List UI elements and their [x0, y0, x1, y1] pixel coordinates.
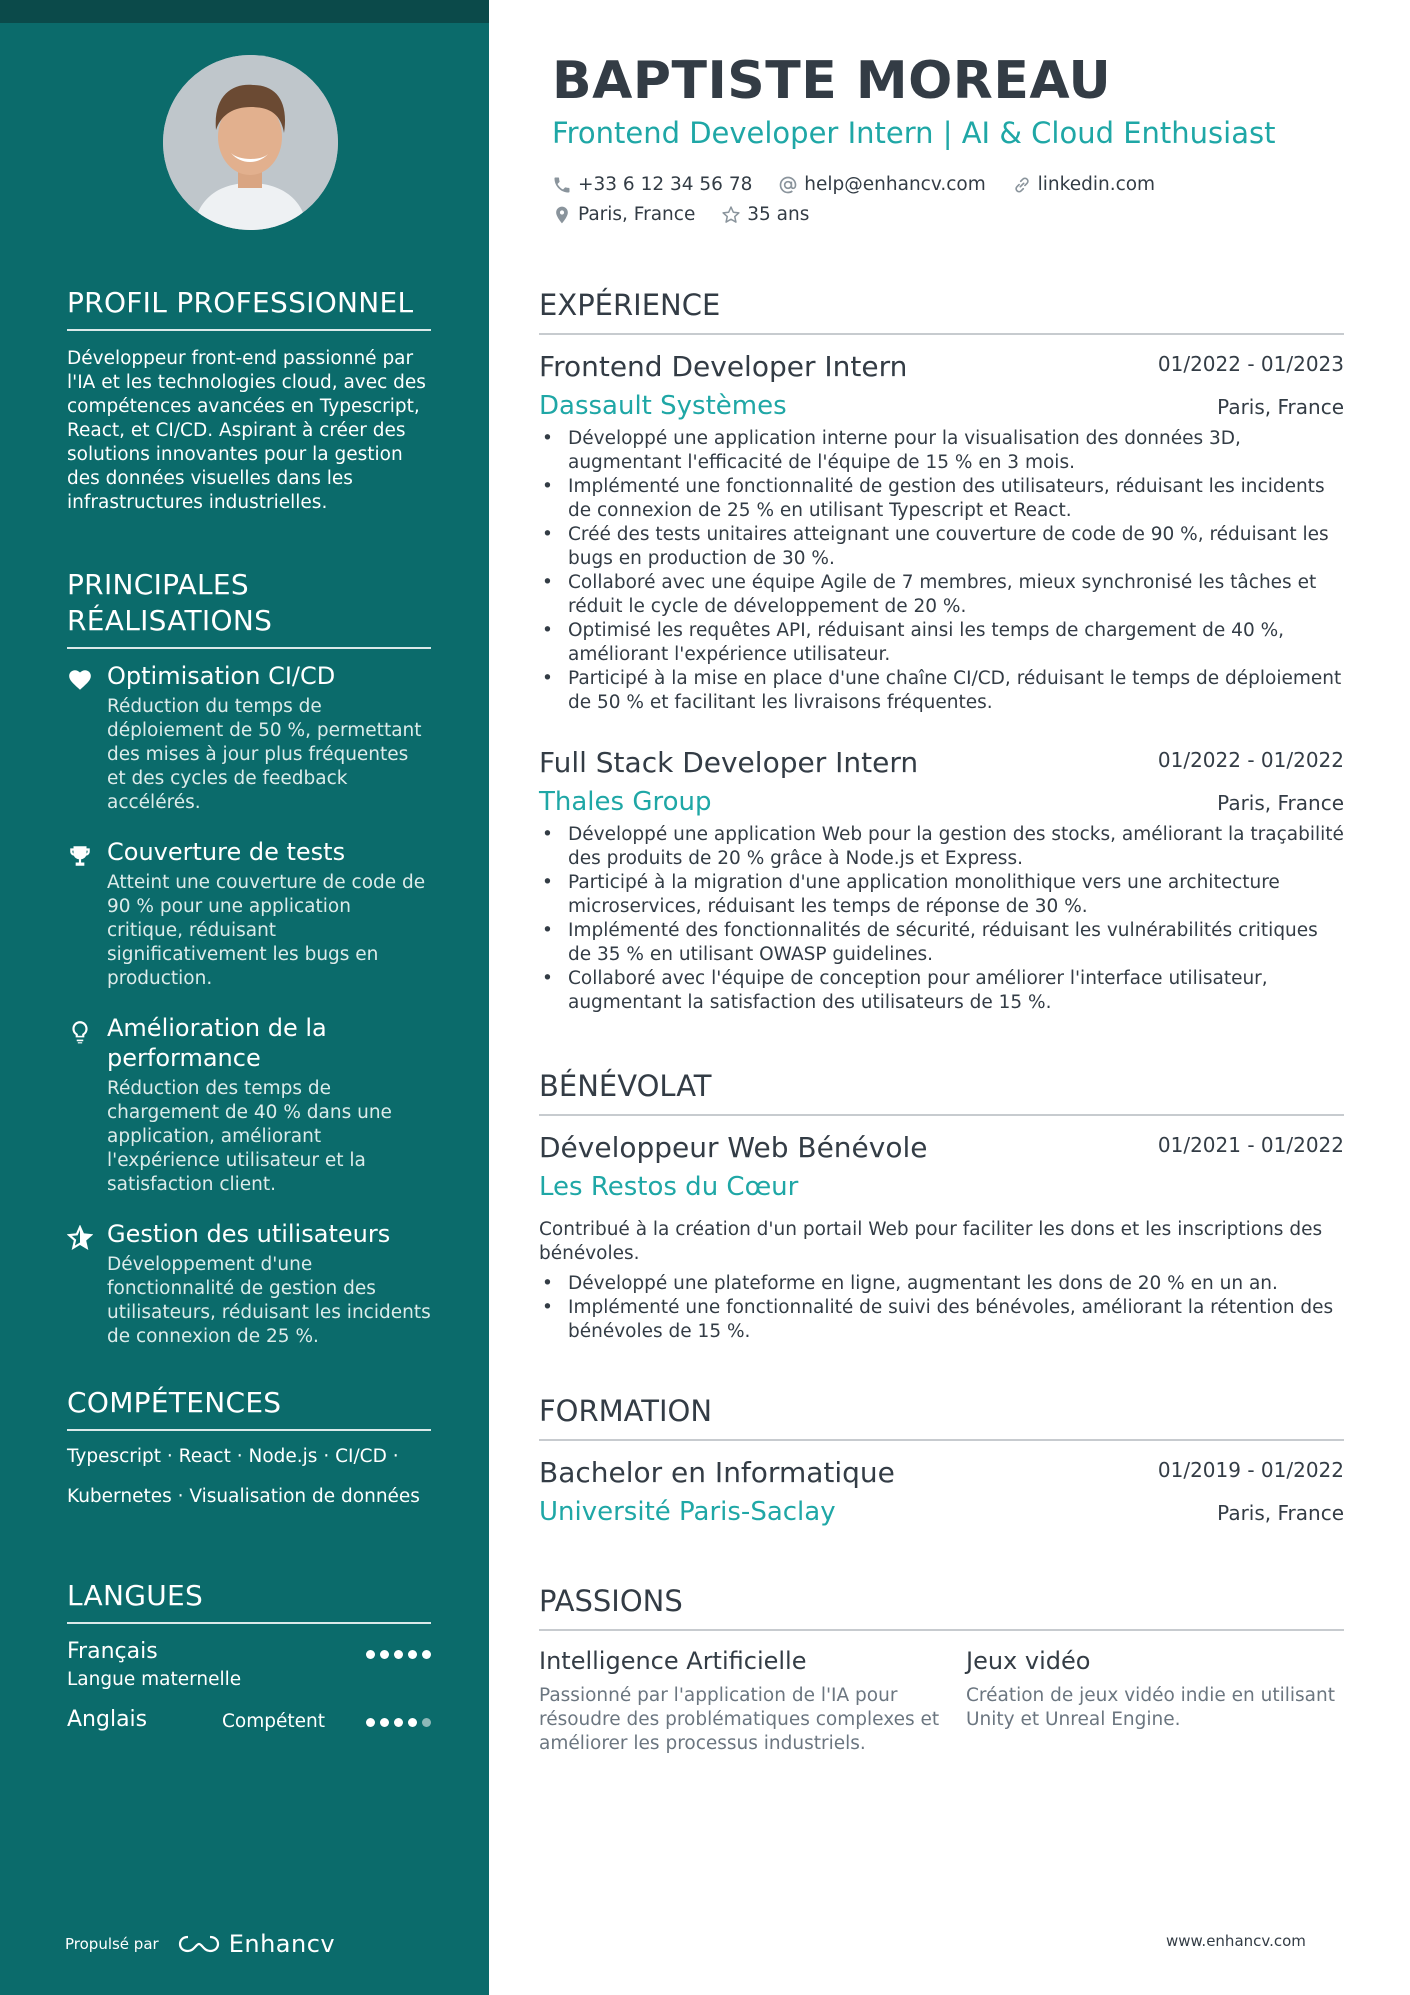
powered-by-label: Propulsé par [65, 1935, 159, 1953]
volunteer-title: BÉNÉVOLAT [539, 1068, 1344, 1116]
location-text: Paris, France [578, 204, 696, 225]
sidebar-top-bar [0, 0, 489, 23]
language-level: Compétent [222, 1711, 325, 1732]
passion-title: Intelligence Artificielle [539, 1647, 807, 1675]
achievement-title: Amélioration de la performance [107, 1014, 327, 1072]
skills-title: COMPÉTENCES [67, 1385, 431, 1431]
entry-company: Dassault Systèmes [539, 391, 787, 421]
passion-title: Jeux vidéo [966, 1647, 1091, 1675]
profile-title: PROFIL PROFESSIONNEL [67, 285, 431, 331]
bullet-item: • Collaboré avec une équipe Agile de 7 membres, mieux synchronisé les tâches et réduit le cycle de développement de 20 %. [539, 571, 1344, 619]
entry-org: Les Restos du Cœur [539, 1172, 799, 1202]
profile-photo [163, 55, 338, 230]
rating-dot-filled [394, 1718, 403, 1727]
rating-dot-filled [366, 1650, 375, 1659]
contact-email[interactable] [778, 170, 985, 200]
languages-section [67, 1578, 431, 1776]
entry-company: Thales Group [539, 787, 712, 817]
skills-section [67, 1385, 431, 1517]
bullet-item: • Créé des tests unitaires atteignant une couverture de code de 90 %, réduisant les bugs en production de 30 %. [539, 523, 1344, 571]
entry-school: Université Paris-Saclay [539, 1497, 836, 1527]
achievement-title: Optimisation CI/CD [107, 662, 336, 690]
education-title: FORMATION [539, 1393, 1344, 1441]
entry-bullets [539, 427, 1344, 715]
bullet-item: • Implémenté des fonctionnalités de sécurité, réduisant les vulnérabilités critiques de 35 % en utilisant OWASP guidelines. [539, 919, 1344, 967]
brand-name: Enhancv [228, 1930, 336, 1958]
entry-role: Développeur Web Bénévole [539, 1131, 928, 1164]
rating-dot-filled [380, 1718, 389, 1727]
entry-bullets [539, 823, 1344, 1015]
contact-phone[interactable] [552, 170, 752, 200]
email-text: help@enhancv.com [804, 174, 986, 195]
location-pin-icon [552, 205, 572, 225]
profile-section [67, 285, 431, 515]
avatar [163, 55, 338, 230]
entry-dates: 01/2021 - 01/2022 [1157, 1133, 1344, 1157]
achievement-item [67, 661, 431, 815]
contact-age [721, 200, 809, 230]
entry-role: Frontend Developer Intern [539, 350, 908, 383]
bullet-item: • Collaboré avec l'équipe de conception pour améliorer l'interface utilisateur, augmentant la satisfaction des utilisateurs de 15 %. [539, 967, 1344, 1015]
achievement-item [67, 837, 431, 991]
language-item [67, 1706, 431, 1776]
rating-dot-filled [422, 1650, 431, 1659]
experience-entry [539, 745, 1344, 1015]
bullet-item: • Développé une plateforme en ligne, augmentant les dons de 20 % en un an. [539, 1272, 1344, 1296]
powered-by [65, 1930, 335, 1958]
skills-line: Typescript · React · Node.js · CI/CD · [67, 1446, 399, 1467]
trophy-icon [67, 843, 93, 869]
achievement-desc: Développement d'une fonctionnalité de gestion des utilisateurs, réduisant les incidents de connexion de 25 %. [107, 1254, 431, 1347]
contact-info [552, 170, 1332, 230]
achievement-item [67, 1219, 431, 1349]
candidate-title: Frontend Developer Intern | AI & Cloud Enthusiast [552, 116, 1276, 150]
language-rating [366, 1650, 431, 1659]
entry-role: Full Stack Developer Intern [539, 746, 919, 779]
volunteer-entry [539, 1130, 1344, 1344]
star-icon [67, 1225, 93, 1251]
at-icon [778, 175, 798, 195]
experience-title: EXPÉRIENCE [539, 287, 1344, 335]
passion-item [539, 1646, 966, 1756]
rating-dot-filled [380, 1650, 389, 1659]
infinity-logo-icon [177, 1933, 221, 1955]
achievements-title: PRINCIPALES RÉALISATIONS [67, 567, 431, 649]
bullet-item: • Développé une application interne pour la visualisation des données 3D, augmentant l'efficacité de l'équipe de 15 % en 3 mois. [539, 427, 1344, 475]
star-outline-icon [721, 205, 741, 225]
achievements-section [67, 567, 431, 1349]
passion-desc: Passionné par l'application de l'IA pour résoudre des problématiques complexes et améliorer les processus industriels. [539, 1685, 940, 1754]
experience-entry [539, 349, 1344, 715]
entry-dates: 01/2022 - 01/2023 [1157, 352, 1344, 376]
rating-dot-filled [408, 1650, 417, 1659]
skills-list [67, 1437, 431, 1517]
language-name: Français [67, 1639, 158, 1664]
bullet-item: • Participé à la migration d'une application monolithique vers une architecture microservices, réduisant les temps de réponse de 30 %. [539, 871, 1344, 919]
lightbulb-icon [67, 1019, 93, 1045]
bullet-item: • Développé une application Web pour la gestion des stocks, améliorant la traçabilité des produits de 20 % grâce à Node.js et Express. [539, 823, 1344, 871]
profile-text: Développeur front-end passionné par l'IA et les technologies cloud, avec des compétences avancées en Typescript, React, et CI/CD. Aspirant à créer des solutions innovantes pour la gestion des données visuelles dans les infrastructures industrielles. [67, 348, 426, 513]
language-rating [366, 1718, 431, 1727]
bullet-item: • Implémenté une fonctionnalité de suivi des bénévoles, améliorant la rétention des bénévoles de 15 %. [539, 1296, 1344, 1344]
phone-icon [552, 175, 572, 195]
passions-title: PASSIONS [539, 1583, 1344, 1631]
achievement-title: Gestion des utilisateurs [107, 1220, 391, 1248]
achievement-item [67, 1013, 431, 1197]
achievement-title: Couverture de tests [107, 838, 346, 866]
entry-bullets [539, 1272, 1344, 1344]
entry-degree: Bachelor en Informatique [539, 1456, 895, 1489]
footer-website[interactable]: www.enhancv.com [1166, 1932, 1306, 1950]
rating-dot-filled [366, 1718, 375, 1727]
sidebar [0, 0, 489, 1995]
contact-linkedin[interactable] [1012, 170, 1155, 200]
linkedin-text: linkedin.com [1037, 174, 1156, 195]
entry-description: Contribué à la création d'un portail Web pour faciliter les dons et les inscriptions des bénévoles. [539, 1219, 1323, 1264]
entry-location: Paris, France [1217, 1501, 1344, 1525]
education-entry [539, 1455, 1344, 1529]
language-sub: Langue maternelle [67, 1669, 242, 1690]
bullet-item: • Participé à la mise en place d'une chaîne CI/CD, réduisant le temps de déploiement de 50 % et facilitant les livraisons fréquentes. [539, 667, 1344, 715]
bullet-item: • Optimisé les requêtes API, réduisant ainsi les temps de chargement de 40 %, améliorant l'expérience utilisateur. [539, 619, 1344, 667]
languages-title: LANGUES [67, 1578, 431, 1624]
achievement-desc: Réduction du temps de déploiement de 50 %, permettant des mises à jour plus fréquentes et des cycles de feedback accélérés. [107, 696, 422, 813]
entry-location: Paris, France [1217, 791, 1344, 815]
entry-location: Paris, France [1217, 395, 1344, 419]
rating-dot-filled [394, 1650, 403, 1659]
enhancv-logo[interactable] [177, 1930, 335, 1958]
age-text: 35 ans [747, 204, 810, 225]
candidate-name: BAPTISTE MOREAU [552, 51, 1112, 111]
rating-dot-filled [408, 1718, 417, 1727]
rating-dot-empty [422, 1718, 431, 1727]
entry-dates: 01/2022 - 01/2022 [1157, 748, 1344, 772]
achievement-desc: Atteint une couverture de code de 90 % pour une application critique, réduisant significativement les bugs en production. [107, 872, 426, 989]
phone-text: +33 6 12 34 56 78 [578, 174, 753, 195]
skills-line: Kubernetes · Visualisation de données [67, 1486, 420, 1507]
passion-item [966, 1646, 1344, 1756]
language-name: Anglais [67, 1707, 148, 1732]
contact-location [552, 200, 695, 230]
heart-icon [67, 667, 93, 693]
passion-desc: Création de jeux vidéo indie en utilisant Unity et Unreal Engine. [966, 1685, 1335, 1730]
bullet-item: • Implémenté une fonctionnalité de gestion des utilisateurs, réduisant les incidents de connexion de 25 % en utilisant Typescript et React. [539, 475, 1344, 523]
link-icon [1012, 175, 1032, 195]
passions-list [539, 1646, 1344, 1756]
entry-dates: 01/2019 - 01/2022 [1157, 1458, 1344, 1482]
achievement-desc: Réduction des temps de chargement de 40 % dans une application, améliorant l'expérience utilisateur et la satisfaction client. [107, 1078, 392, 1195]
language-item [67, 1638, 431, 1708]
